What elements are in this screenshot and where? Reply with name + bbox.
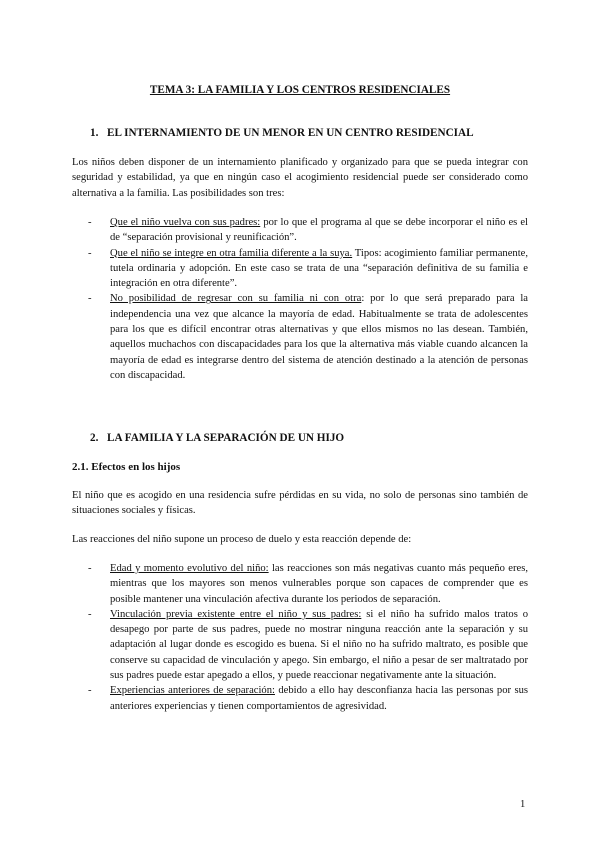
section-1-heading — [90, 126, 474, 141]
document-title: TEMA 3: LA FAMILIA Y LOS CENTROS RESIDENCIALES — [149, 84, 451, 96]
section-1-number: 1. — [90, 127, 99, 139]
list-dash: - — [88, 608, 92, 620]
list-item-lead: Edad y momento evolutivo del niño: — [110, 563, 269, 574]
section-2-paragraph-1: El niño que es acogido en una residencia sufre pérdidas en su vida, no solo de personas sino también de situaciones sociales y físicas. — [72, 490, 528, 517]
list-item — [88, 561, 528, 607]
section-2-number: 2. — [90, 432, 99, 444]
section-2-title: LA FAMILIA Y LA SEPARACIÓN DE UN HIJO — [107, 432, 345, 444]
list-dash: - — [88, 685, 92, 697]
page-number: 1 — [520, 799, 526, 810]
list-item — [88, 683, 528, 714]
list-dash: - — [88, 293, 92, 305]
section-2-1-subheading: 2.1. Efectos en los hijos — [72, 461, 181, 473]
list-item-lead: Vinculación previa existente entre el niño y sus padres: — [110, 608, 362, 620]
list-dash: - — [88, 563, 92, 574]
list-item-text: debido a ello hay desconfianza hacia las personas por sus anteriores experiencias y tienen comportamientos de agresividad. — [110, 685, 528, 712]
section-1-list — [88, 215, 528, 383]
list-item-lead: Que el niño vuelva con sus padres: — [110, 217, 261, 228]
list-item — [88, 215, 528, 246]
list-item-text: Tipos: acogimiento familiar permanente, tutela ordinaria y adopción. En este caso se trata de una “separación definitiva de su familia e integración en otra diferente”. — [110, 247, 528, 290]
list-dash: - — [88, 217, 92, 228]
list-item — [88, 607, 528, 683]
section-1-intro: Los niños deben disponer de un internamiento planificado y organizado para que se pueda integrar con seguridad y estabilidad, ya que en ningún caso el acogimiento residencial puede ser considerado como alternativa a la familia. Las posibilidades son tres: — [72, 157, 528, 199]
section-2-heading — [90, 431, 344, 446]
section-2-paragraph-2: Las reacciones del niño supone un proceso de duelo y esta reacción depende de: — [72, 534, 412, 545]
list-item-lead: No posibilidad de regresar con su familia ni con otra — [110, 293, 362, 305]
list-item-lead: Experiencias anteriores de separación: — [110, 685, 275, 697]
list-item-text: por lo que el programa al que se debe incorporar el niño es el de “separación provisional y reunificación”. — [110, 217, 529, 244]
list-item — [88, 291, 528, 383]
list-item — [88, 246, 528, 292]
section-1-title: EL INTERNAMIENTO DE UN MENOR EN UN CENTRO RESIDENCIAL — [107, 127, 474, 139]
list-item-text: si el niño ha sufrido malos tratos o desapego por parte de sus padres, puede no mostrar ninguna reacción ante la separación y su adaptación al lugar donde es escogido es buena. Si el niño no ha sufrido maltrato, es posible que conserve su capacidad de vinculación y apego. Sin embargo, el niño a pesar de ser maltratado por sus padres puede estar apegado a ellos, y puede reaccionar negativamente ante la situación. — [110, 608, 528, 682]
list-item-lead: Que el niño se integre en otra familia diferente a la suya. — [110, 247, 353, 259]
list-dash: - — [88, 247, 92, 259]
list-item-text: : por lo que será preparado para la independencia una vez que alcance la mayoría de edad. Habitualmente se trata de adolescentes para los que es difícil encontrar otras alternativas y que ellos mismos no las desean. También, aquellos muchachos con discapacidades para los que la alternativa más viable cuando alcancen la mayoría de edad es integrarse dentro del sistema de atención destinado a la atención de personas con discapacidad. — [110, 293, 529, 381]
list-item-text: las reacciones son más negativas cuanto más pequeño eres, mientras que los mayores son menos vulnerables porque son capaces de comprender que es posible mantener una vinculación afectiva durante los periodos de separación. — [110, 563, 529, 605]
section-2-list — [88, 561, 528, 714]
